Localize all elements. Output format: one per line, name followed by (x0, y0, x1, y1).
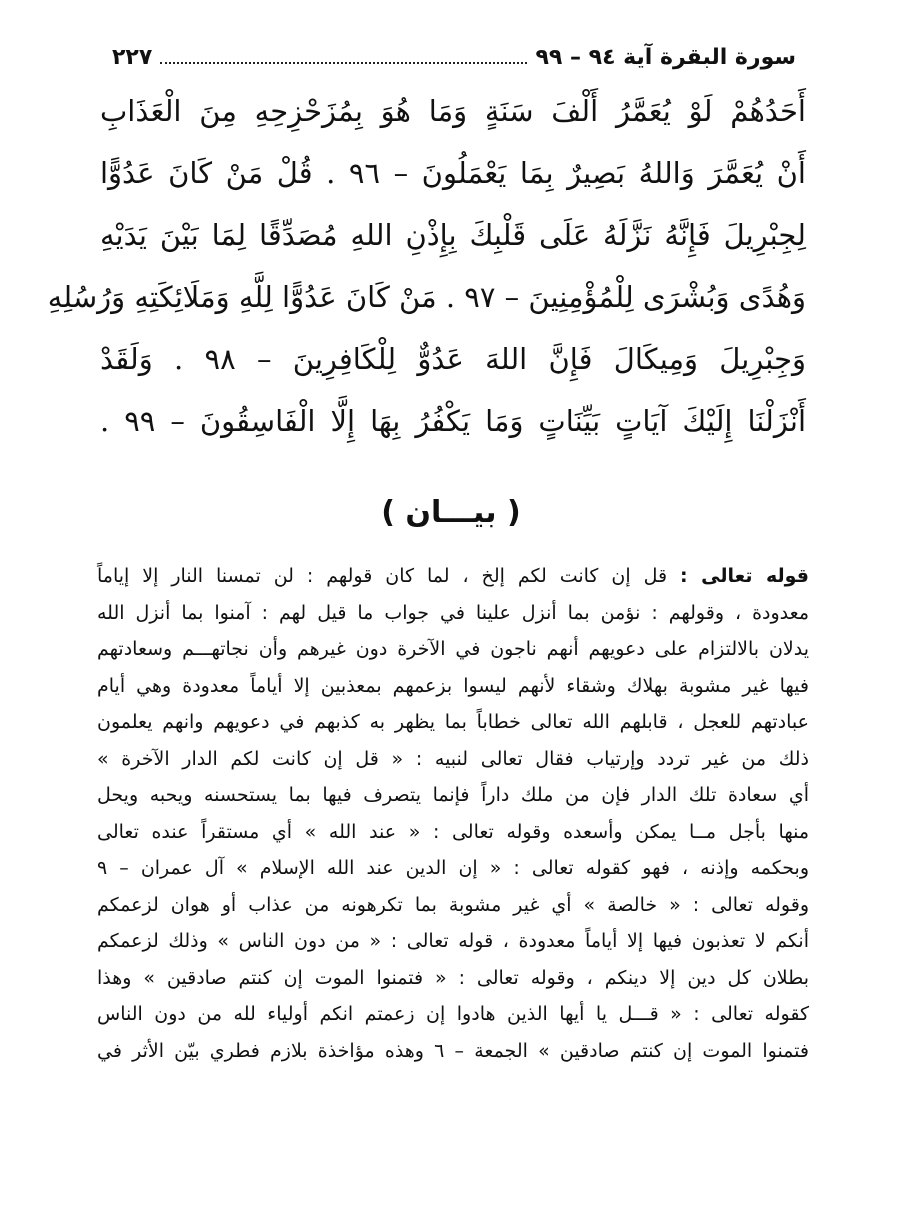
verse-line: أَنْ يُعَمَّرَ وَاللهُ بَصِيرٌ بِمَا يَعْمَلُونَ – ٩٦ . قُلْ مَنْ كَانَ عَدُوًّا (100, 156, 806, 190)
commentary-lead-label: قوله تعالى : (680, 565, 810, 587)
verse-line: وَجِبْرِيلَ وَمِيكَالَ فَإِنَّ اللهَ عَدُوٌّ لِلْكَافِرِينَ – ٩٨ . وَلَقَدْ (100, 342, 806, 376)
commentary-line: وبحكمه وإذنه ، فهو كقوله تعالى : « إن الدين عند الله الإسلام » آل عمران – ٩ (97, 857, 809, 879)
verse-line: أَنْزَلْنَا إِلَيْكَ آيَاتٍ بَيِّنَاتٍ وَمَا يَكْفُرُ بِهَا إِلَّا الْفَاسِقُونَ – ٩٩ . (100, 404, 807, 438)
commentary-first-line-text: قل إن كانت لكم إلخ ، لما كان قولهم : لن تمسنا النار إلا إياماً (97, 565, 668, 587)
verse-line: لِجِبْرِيلَ فَإِنَّهُ نَزَّلَهُ عَلَى قَلْبِكَ بِإِذْنِ اللهِ مُصَدِّقًا لِمَا بَيْنَ يَدَيْهِ (100, 218, 806, 252)
commentary-line: أنكم لا تعذبون فيها إلا أياماً معدودة ، قوله تعالى : « من دون الناس » وذلك لزعمكم (97, 930, 809, 952)
commentary-line: فتمنوا الموت إن كنتم صادقين » الجمعة – ٦ وهذه مؤاخذة بلازم فطري بيّن الأثر في (97, 1039, 809, 1062)
commentary-line: كقوله تعالى : « قـــل يا أيها الذين هادوا إن زعمتم انكم أولياء لله من دون الناس (97, 1003, 809, 1025)
commentary-line: أي سعادة تلك الدار فإن من ملك داراً فإنما يتصرف فيها بما يستحسنه ويحبه ويحل (97, 784, 809, 806)
commentary-line: فيها غير مشوبة بهلاك وشقاء لأنهم ليسوا بزعمهم بمعذبين إلا أياماً معدودة وهي أيام (97, 674, 809, 697)
commentary-line: منها بأجل مــا يمكن وأسعده وقوله تعالى : « عند الله » أي مستقراً عنده تعالى (97, 820, 809, 843)
commentary-line: معدودة ، وقولهم : نؤمن بما أنزل علينا في جواب ما قيل لهم : آمنوا بما أنزل الله (97, 601, 809, 624)
commentary-line: وقوله تعالى : « خالصة » أي غير مشوبة بما تكرهونه من عذاب أو هوان لزعمكم (97, 893, 809, 916)
surah-verse-label: سورة البقرة آية ٩٤ – ٩٩ (535, 45, 796, 70)
section-heading: ( بيـــان ) (381, 495, 521, 530)
verse-line: وَهُدًى وَبُشْرَى لِلْمُؤْمِنِينَ – ٩٧ . مَنْ كَانَ عَدُوًّا لِلَّهِ وَمَلَائِكَتِهِ وَرُسُلِهِ (47, 280, 806, 314)
verse-line: أَحَدُهُمْ لَوْ يُعَمَّرُ أَلْفَ سَنَةٍ وَمَا هُوَ بِمُزَحْزِحِهِ مِنَ الْعَذَابِ (100, 94, 806, 128)
commentary-line: بطلان كل دين إلا دينكم ، وقوله تعالى : « فتمنوا الموت إن كنتم صادقين » وهذا (97, 966, 809, 989)
running-header (112, 30, 796, 70)
dotted-leader (160, 62, 527, 64)
commentary (97, 558, 809, 1069)
commentary-line (97, 558, 809, 595)
page-number: ٢٢٧ (112, 45, 153, 70)
quran-verses (47, 80, 807, 452)
commentary-line: ذلك من غير تردد وإرتياب فقال تعالى لنبيه : « قل إن كانت لكم الدار الآخرة » (97, 747, 809, 770)
commentary-line: عبادتهم للعجل ، قابلهم الله تعالى خطاباً بما يظهر به كذبهم في دعويهم وانهم يعلمون (97, 711, 809, 733)
commentary-line: يدلان بالالتزام على دعويهم أنهم ناجون في الآخرة دون غيرهم وأن نجاتهـــم وسعادتهم (97, 638, 809, 660)
